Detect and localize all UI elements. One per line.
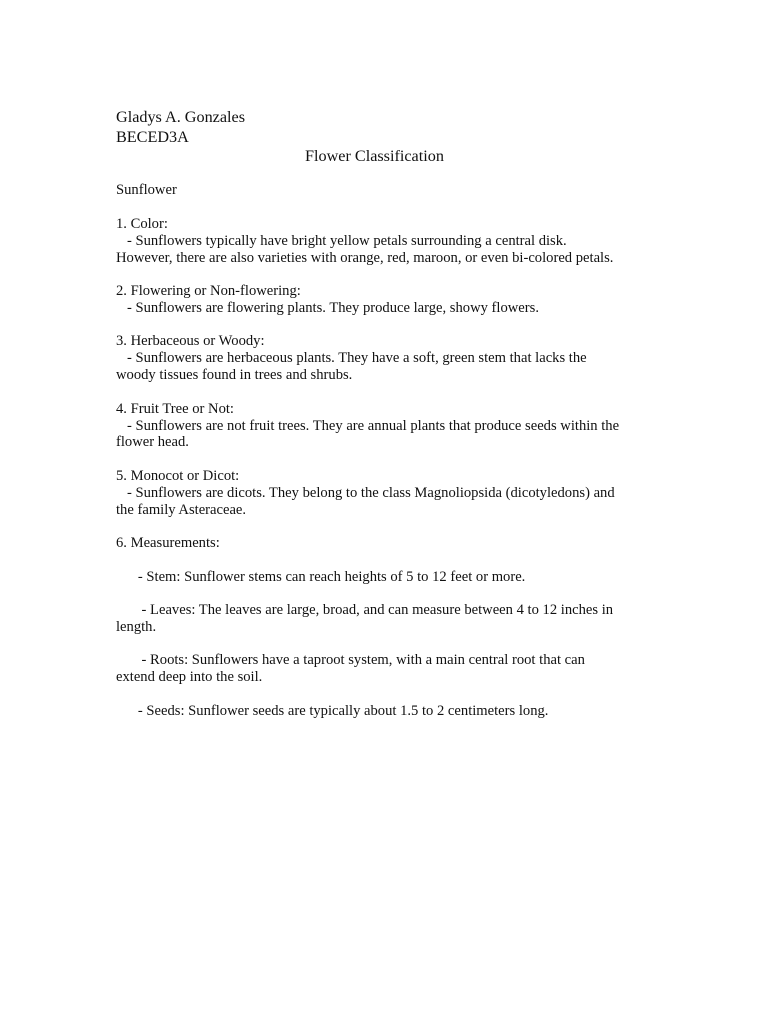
item-text-flowering-1: - Sunflowers are flowering plants. They produce large, showy flowers. — [116, 300, 539, 316]
class-section: BECED3A — [116, 128, 189, 146]
document-title: Flower Classification — [305, 147, 444, 165]
measurement-stem: - Stem: Sunflower stems can reach heights of 5 to 12 feet or more. — [116, 569, 526, 585]
item-heading-measurements: 6. Measurements: — [116, 535, 220, 551]
subject-name: Sunflower — [116, 182, 177, 198]
measurement-roots-1: - Roots: Sunflowers have a taproot system, with a main central root that can — [116, 652, 585, 668]
item-heading-fruit-tree: 4. Fruit Tree or Not: — [116, 401, 234, 417]
item-heading-monocot-dicot: 5. Monocot or Dicot: — [116, 468, 240, 484]
item-text-color-2: However, there are also varieties with orange, red, maroon, or even bi-colored petals. — [116, 250, 614, 266]
item-text-monocot-dicot-1: - Sunflowers are dicots. They belong to the class Magnoliopsida (dicotyledons) and — [116, 485, 615, 501]
item-heading-herbaceous: 3. Herbaceous or Woody: — [116, 333, 265, 349]
item-text-fruit-tree-1: - Sunflowers are not fruit trees. They are annual plants that produce seeds within the — [116, 418, 620, 434]
item-text-herbaceous-1: - Sunflowers are herbaceous plants. They have a soft, green stem that lacks the — [116, 350, 587, 366]
item-heading-color: 1. Color: — [116, 216, 168, 232]
item-text-fruit-tree-2: flower head. — [116, 434, 189, 450]
item-heading-flowering: 2. Flowering or Non-flowering: — [116, 283, 301, 299]
measurement-roots-2: extend deep into the soil. — [116, 669, 263, 685]
measurement-leaves-1: - Leaves: The leaves are large, broad, and can measure between 4 to 12 inches in — [116, 602, 614, 618]
item-text-herbaceous-2: woody tissues found in trees and shrubs. — [116, 367, 353, 383]
author-name: Gladys A. Gonzales — [116, 108, 246, 126]
item-text-monocot-dicot-2: the family Asteraceae. — [116, 502, 247, 518]
measurement-seeds: - Seeds: Sunflower seeds are typically about 1.5 to 2 centimeters long. — [116, 703, 549, 719]
item-text-color-1: - Sunflowers typically have bright yellow petals surrounding a central disk. — [116, 233, 567, 249]
measurement-leaves-2: length. — [116, 619, 157, 635]
